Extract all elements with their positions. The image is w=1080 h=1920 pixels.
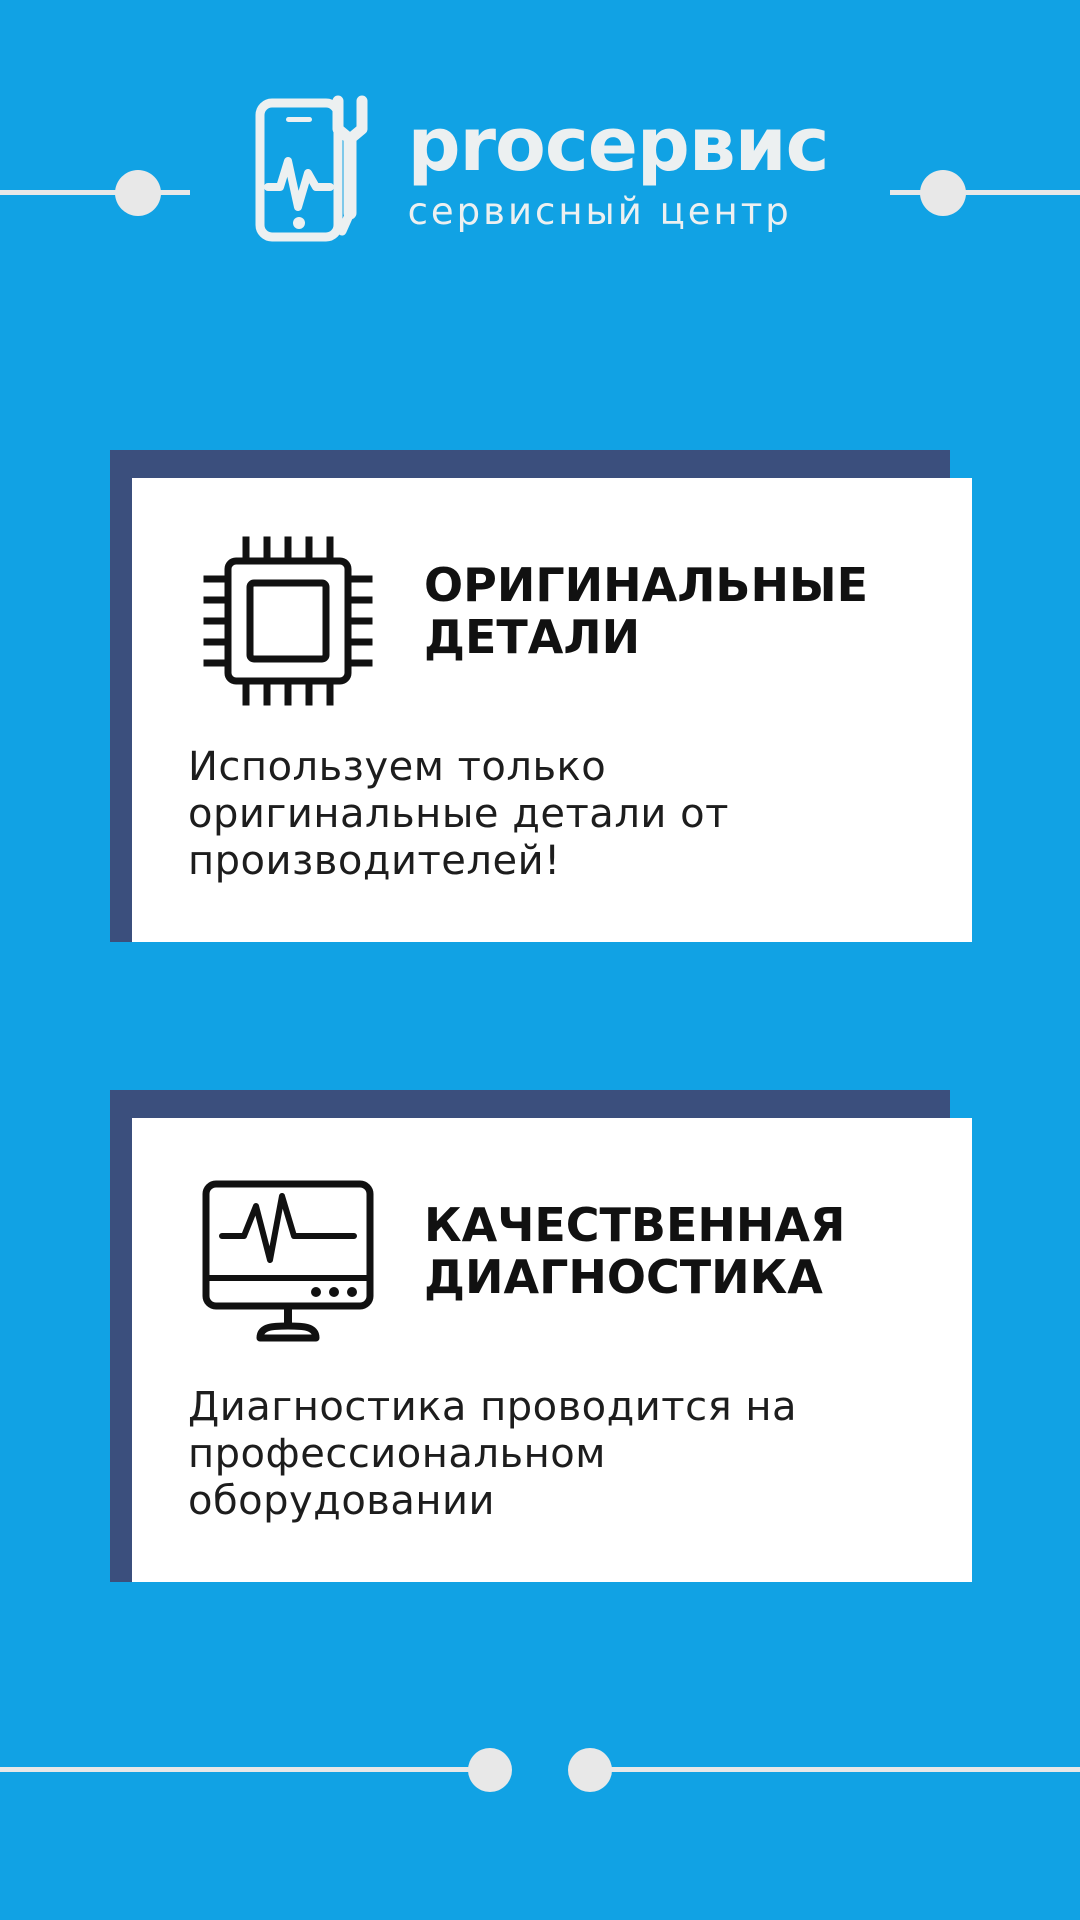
footer-dot-right <box>568 1748 612 1792</box>
footer-dot-left <box>468 1748 512 1792</box>
cpu-chip-icon <box>188 526 388 716</box>
card-surface <box>132 1118 972 1582</box>
card-title: ОРИГИНАЛЬНЫЕ ДЕТАЛИ <box>424 558 869 664</box>
brand-text-block <box>407 101 829 235</box>
monitor-pulse-icon <box>188 1166 388 1356</box>
footer-line-right <box>595 1767 1080 1772</box>
card-header <box>188 1166 916 1356</box>
header <box>0 0 1080 330</box>
card-surface <box>132 478 972 942</box>
card-body-text: Используем только оригинальные детали от производителей! <box>188 744 729 885</box>
feature-card-original-parts <box>110 450 950 942</box>
brand-name: proсервис <box>407 101 829 188</box>
brand-tagline: сервисный центр <box>407 189 792 233</box>
brand-lockup <box>0 95 1080 245</box>
card-body-text: Диагностика проводится на профессиональном оборудовании <box>188 1384 798 1525</box>
card-title: КАЧЕСТВЕННАЯ ДИАГНОСТИКА <box>424 1198 846 1304</box>
feature-card-diagnostics <box>110 1090 950 1582</box>
card-header <box>188 526 916 716</box>
footer-divider <box>0 1740 1080 1800</box>
smartphone-wrench-pulse-icon <box>252 95 382 245</box>
footer-line-left <box>0 1767 485 1772</box>
